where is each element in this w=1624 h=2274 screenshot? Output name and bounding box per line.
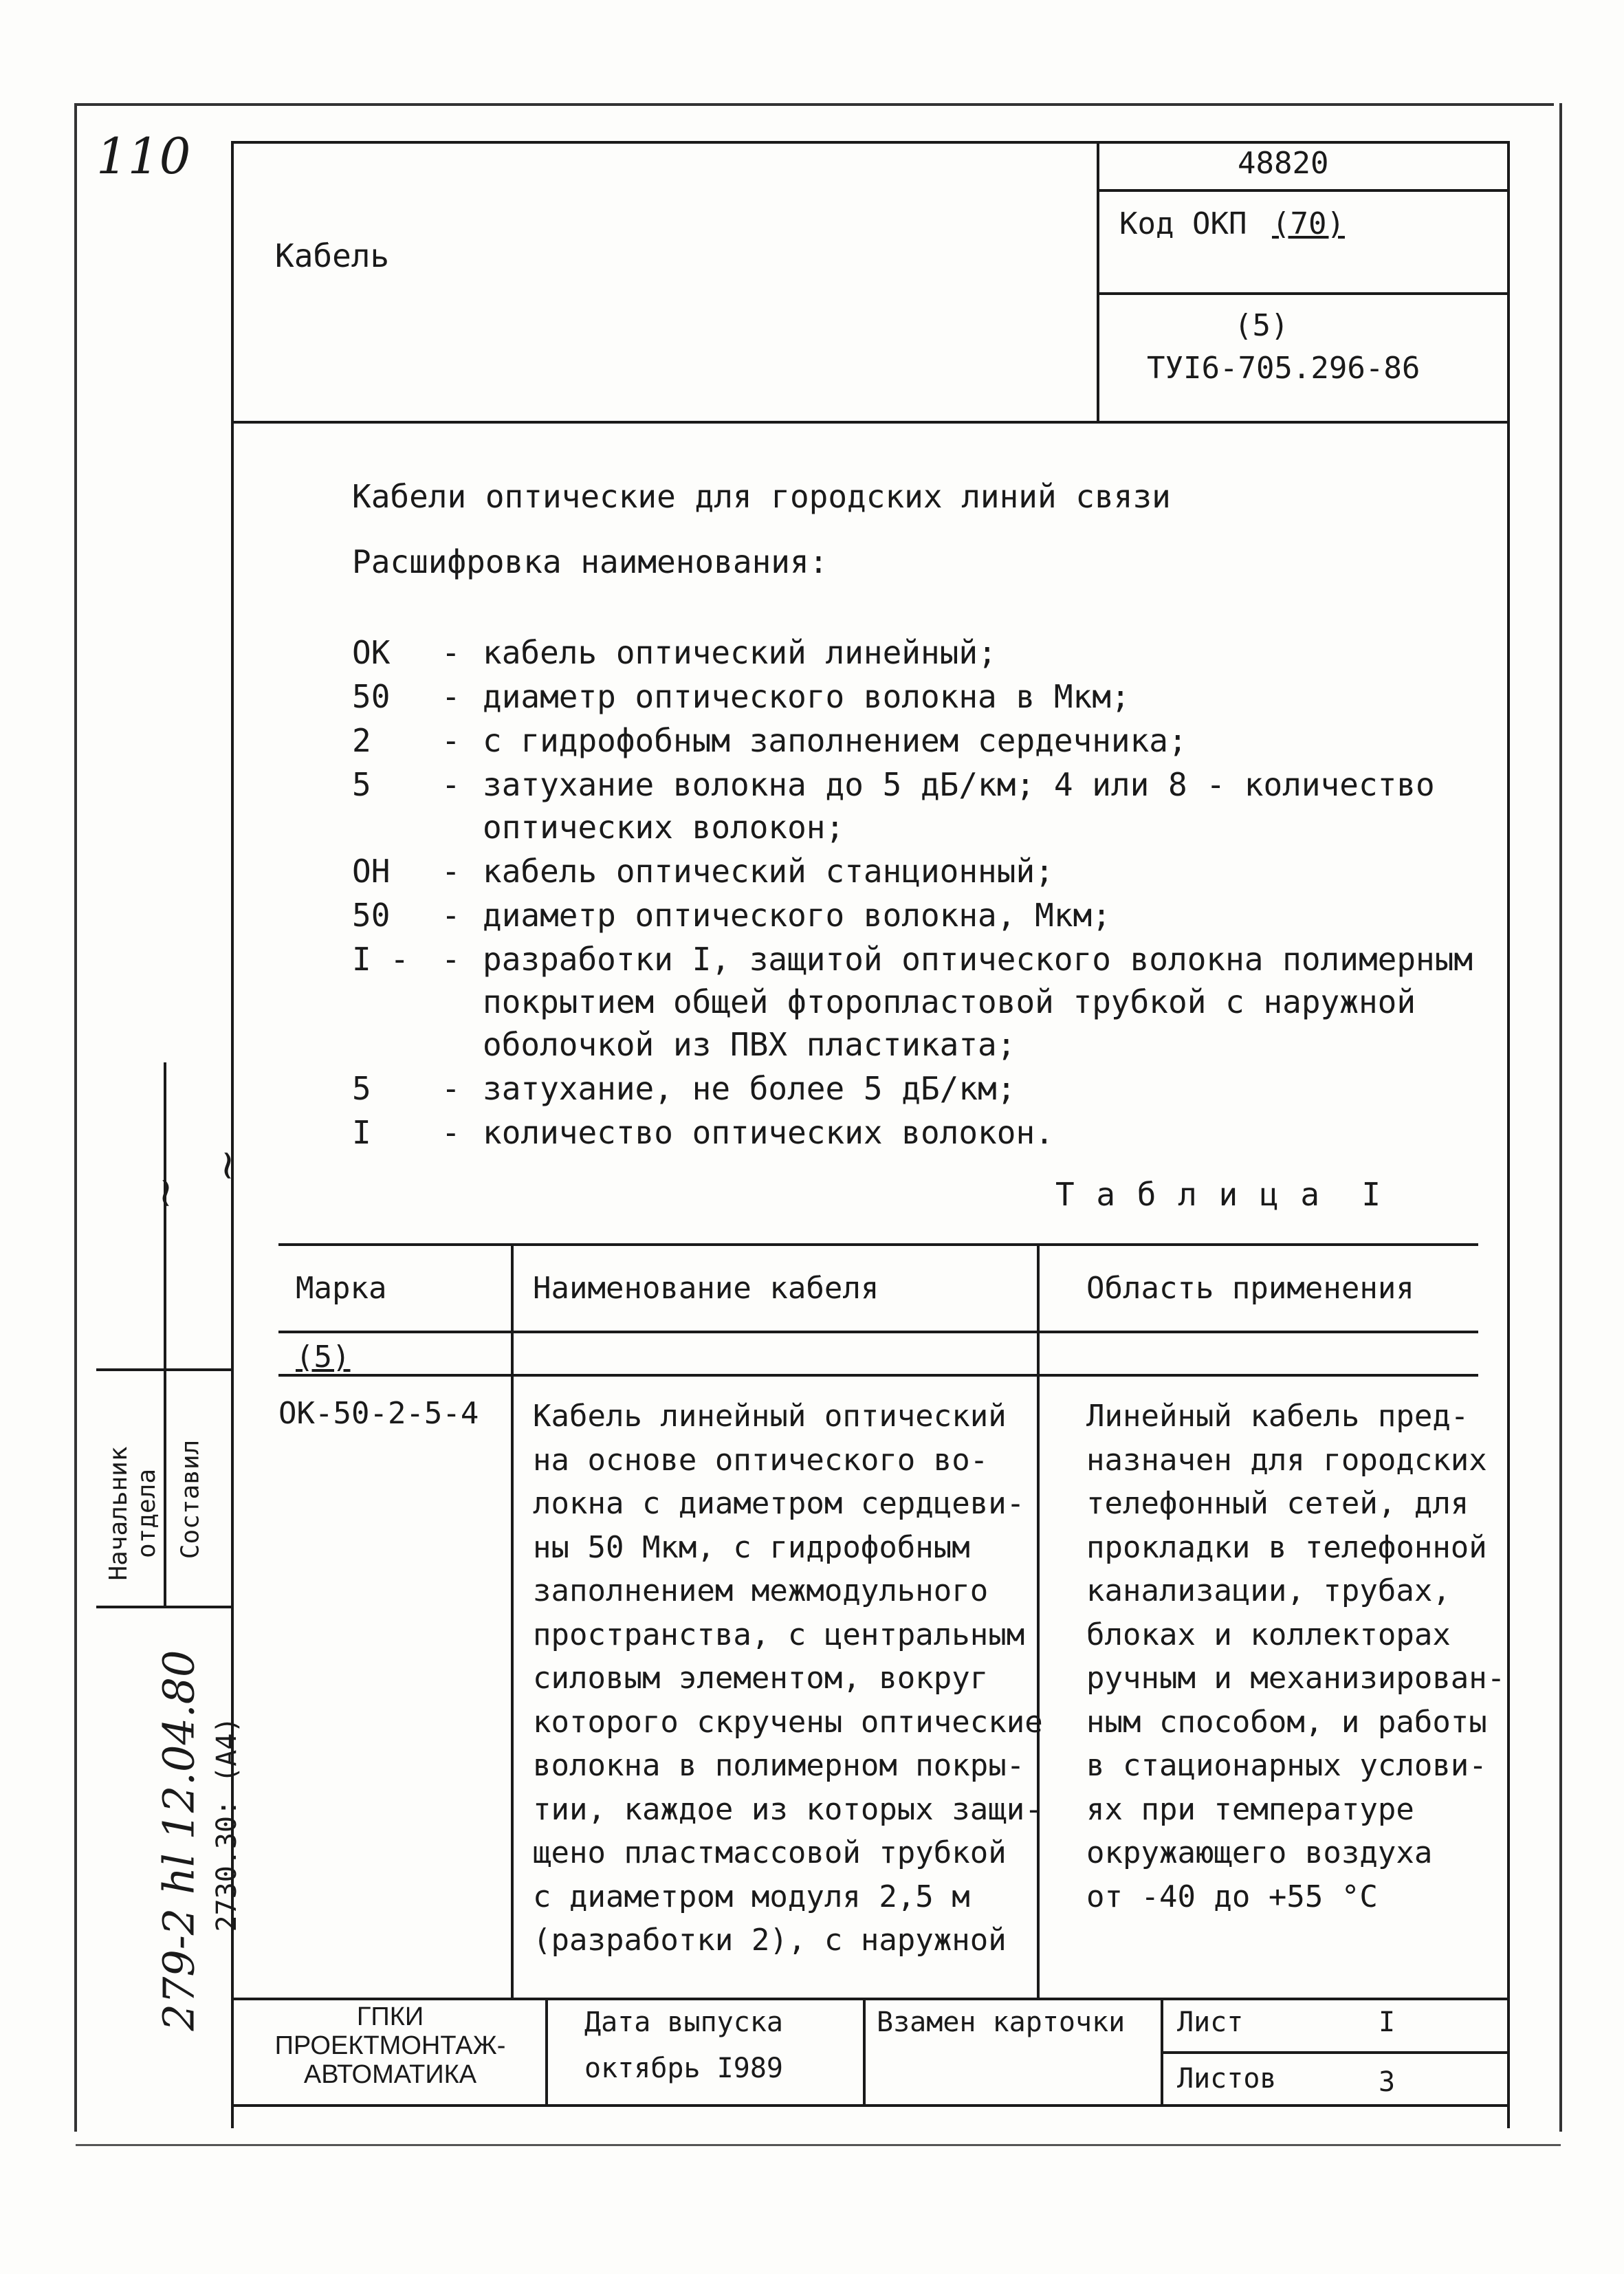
handwritten-vertical: 279-2 hl 12.04.80 <box>153 1650 204 2031</box>
table-header-name: Наименование кабеля <box>533 1271 879 1306</box>
cable-name-line: пространства, с центральным <box>533 1617 1025 1652</box>
table-caption: Т а б л и ц а I <box>1055 1176 1383 1213</box>
table-revision-mark: (5) <box>296 1340 351 1375</box>
decoding-item: I - количество оптических волокон. <box>352 1114 1054 1151</box>
table-header-rule <box>278 1331 1478 1333</box>
cable-name-line: Кабель линейный оптический <box>533 1399 1007 1434</box>
sheet-label: Лист <box>1177 2007 1244 2038</box>
cable-name-line: силовым элементом, вокруг <box>533 1661 989 1696</box>
cable-name-line: (разработки 2), с наружной <box>533 1923 1007 1958</box>
margin-box-mid <box>96 1606 231 1608</box>
organization-line: ПРОЕКТМОНТАЖ- <box>274 2031 506 2060</box>
document-number: 48820 <box>1238 146 1329 181</box>
cable-usage-cell <box>1086 1395 1505 1918</box>
cable-name-line: на основе оптического во- <box>533 1442 989 1478</box>
decoding-item: 50 - диаметр оптического волокна в Мкм; <box>352 678 1130 715</box>
table-header-mark: Марка <box>296 1271 387 1306</box>
organization-line: ГПКИ <box>356 2002 424 2031</box>
cable-mark: ОК-50-2-5-4 <box>278 1396 479 1431</box>
decoding-item: I - - разработки I, защитой оптического волокна полимерным <box>352 941 1473 978</box>
decoding-item-continuation: оптических волокон; <box>483 809 845 846</box>
decoding-label: Расшифровка наименования: <box>352 543 829 580</box>
cable-name-line: заполнением межмодульного <box>533 1573 989 1608</box>
header-number-rule <box>1097 189 1509 192</box>
page-top-rule <box>76 103 1554 106</box>
decoding-item-continuation: покрытием общей фторопластовой трубкой с наружной <box>483 983 1416 1020</box>
cable-usage-line: ным способом, и работы <box>1086 1704 1487 1740</box>
header-okp-rule <box>1097 292 1509 295</box>
sheet-value: I <box>1379 2007 1396 2038</box>
card-top-rule <box>231 141 1510 144</box>
stamp-vertical: 2730.30: (A4) <box>211 1716 243 1932</box>
table-revision-rule <box>278 1374 1478 1377</box>
decoding-item: 5 - затухание волокна до 5 дБ/км; 4 или 8 - количество <box>352 766 1435 803</box>
sheets-label: Листов <box>1177 2063 1277 2095</box>
footer-divider-1 <box>545 1998 548 2106</box>
cable-usage-line: назначен для городских <box>1086 1442 1487 1478</box>
compiled-label: Составил <box>176 1439 205 1560</box>
signature-compiled: ~ <box>203 1148 251 1183</box>
cable-usage-line: ручным и механизирован- <box>1086 1661 1506 1696</box>
cable-usage-line: канализации, трубах, <box>1086 1573 1451 1608</box>
product-label: Кабель <box>275 237 390 274</box>
page-left-rule <box>74 103 77 2132</box>
cable-usage-line: ях при температуре <box>1086 1791 1414 1827</box>
cable-usage-line: телефонный сетей, для <box>1086 1486 1469 1521</box>
head-label: Начальник отдела <box>105 1446 161 1581</box>
cable-name-line: щено пластмассовой трубкой <box>533 1835 1007 1870</box>
page-bottom-rule <box>76 2144 1561 2146</box>
card-bottom-rule <box>231 2104 1510 2107</box>
organization-line: АВТОМАТИКА <box>303 2060 477 2089</box>
cable-name-cell <box>533 1395 1043 1963</box>
page-right-rule <box>1559 103 1562 2132</box>
tu-number: ТУI6-705.296-86 <box>1147 351 1420 386</box>
footer-top-rule <box>231 1998 1510 2000</box>
card-right-rule <box>1507 141 1510 2128</box>
cable-name-line: которого скручены оптические <box>533 1704 1043 1740</box>
okp-value: (70) <box>1272 206 1345 241</box>
table-header-usage: Область применения <box>1086 1271 1414 1306</box>
cable-name-line: ны 50 Мкм, с гидрофобным <box>533 1529 970 1565</box>
cable-usage-line: окружающего воздуха <box>1086 1835 1433 1870</box>
revision-mark: (5) <box>1234 308 1289 343</box>
table-top-rule <box>278 1243 1478 1246</box>
cable-name-line: волокна в полимерном покры- <box>533 1748 1025 1783</box>
cable-usage-line: от -40 до +55 °С <box>1086 1879 1378 1914</box>
sheets-value: 3 <box>1379 2066 1396 2098</box>
cable-name-line: с диаметром модуля 2,5 м <box>533 1879 970 1914</box>
cable-usage-line: Линейный кабель пред- <box>1086 1399 1469 1434</box>
organization <box>237 2002 543 2089</box>
decoding-item: 2 - с гидрофобным заполнением сердечника; <box>352 722 1187 759</box>
release-value: октябрь I989 <box>584 2053 783 2084</box>
header-vertical-divider <box>1097 141 1099 423</box>
cable-name-line: локна с диаметром сердцеви- <box>533 1486 1025 1521</box>
okp-label: Код ОКП <box>1119 206 1247 241</box>
table-col-divider-1 <box>511 1243 514 1998</box>
header-bottom-rule <box>231 421 1510 424</box>
cable-usage-line: прокладки в телефонной <box>1086 1529 1487 1565</box>
cable-name-line: тии, каждое из которых защи- <box>533 1791 1043 1827</box>
decoding-item: ОН - кабель оптический станционный; <box>352 853 1054 890</box>
cable-usage-line: в стационарных услови- <box>1086 1748 1487 1783</box>
page-number: 110 <box>96 127 191 185</box>
footer-divider-2 <box>863 1998 866 2106</box>
decoding-item: 5 - затухание, не более 5 дБ/км; <box>352 1070 1016 1107</box>
footer-sheet-rule <box>1161 2051 1510 2054</box>
decoding-item: ОК - кабель оптический линейный; <box>352 634 997 671</box>
release-label: Дата выпуска <box>584 2007 783 2038</box>
signature-head: ~ <box>141 1175 189 1211</box>
cable-usage-line: блоках и коллекторах <box>1086 1617 1451 1652</box>
decoding-item: 50 - диаметр оптического волокна, Мкм; <box>352 897 1111 934</box>
document-title: Кабели оптические для городских линий связи <box>352 478 1171 515</box>
replaces-label: Взамен карточки <box>877 2007 1126 2038</box>
decoding-item-continuation: оболочкой из ПВХ пластиката; <box>483 1026 1016 1063</box>
